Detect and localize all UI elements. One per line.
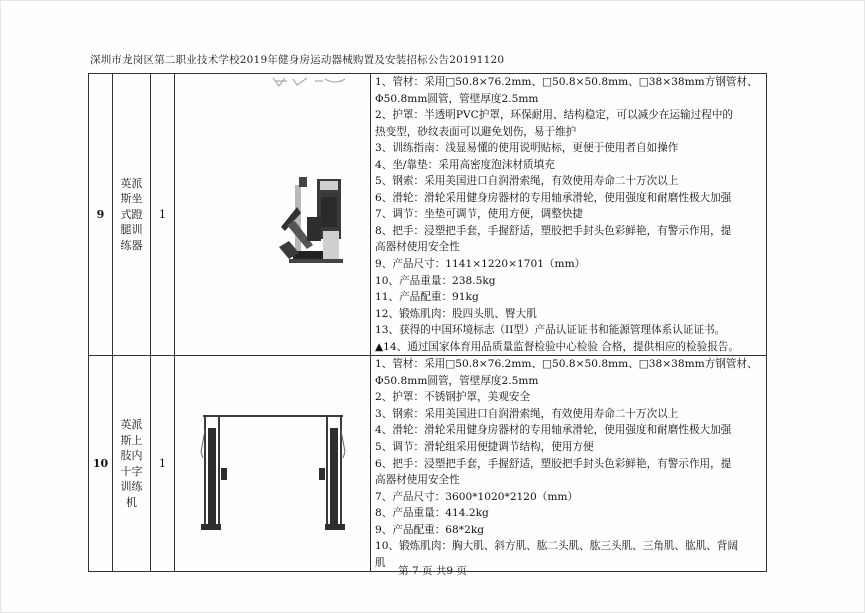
spec-line: 11、产品配重：91kg	[375, 291, 479, 304]
spec-line: 3、钢索：采用美国进口自润滑索绳，有效使用寿命二十万次以上	[375, 407, 679, 420]
equipment-name	[113, 356, 151, 572]
equipment-name	[113, 74, 151, 356]
spec-line: 10、产品重量：238.5kg	[375, 274, 496, 287]
page-number: 第 7 页 共9 页	[398, 565, 467, 577]
spec-line: 高器材使用安全性	[375, 474, 460, 487]
spec-line: 9、产品尺寸：1141×1220×1701（mm）	[375, 258, 586, 271]
equipment-quantity: 1	[151, 74, 175, 356]
spec-line: 8、把手：浸塑把手套，手握舒适，塑胶把手封头色彩鲜艳，有警示作用，提	[375, 224, 732, 237]
document-header: 深圳市龙岗区第二职业技术学校2019年健身房运动器械购置及安装招标公告20191120	[90, 54, 505, 66]
seated-leg-press-machine-icon	[175, 77, 371, 352]
spec-line: 1、管材：采用□50.8×76.2mm、□50.8×50.8mm、□38×38mm方钢管材、	[375, 76, 758, 88]
spec-details	[371, 74, 767, 356]
equipment-image-cell	[175, 74, 371, 356]
table-row	[89, 356, 767, 572]
spec-line: 高器材使用安全性	[375, 241, 460, 254]
spec-line: 7、产品尺寸：3600*1020*2120（mm）	[375, 490, 579, 503]
spec-line: 6、滑轮：滑轮采用健身房器材的专用轴承滑轮，使用强度和耐磨性极大加强	[375, 191, 732, 204]
equipment-quantity: 1	[151, 356, 175, 572]
table-row	[89, 74, 767, 356]
spec-line: ▲14、通过国家体育用品质量监督检验中心检验 合格，提供相应的检验报告。	[375, 340, 739, 353]
spec-line: 8、产品重量：414.2kg	[375, 507, 489, 520]
row-number: 10	[89, 356, 113, 572]
equipment-spec-table	[88, 73, 767, 572]
equipment-name-text: 英派斯坐式蹬腿训练器	[120, 176, 143, 252]
equipment-name-text: 英派斯上肢内十字训练机	[120, 418, 143, 509]
row-number: 9	[89, 74, 113, 356]
spec-line: 3、训练指南：浅显易懂的使用说明贴标，更便于使用者自如操作	[375, 142, 679, 155]
spec-line: 7、调节：坐垫可调节，使用方便，调整快捷	[375, 208, 584, 221]
spec-line: 5、钢索：采用美国进口自润滑索绳，有效使用寿命二十万次以上	[375, 175, 679, 188]
spec-line: 4、坐/靠垫：采用高密度泡沫材质填充	[375, 158, 555, 171]
spec-line: 肌	[375, 556, 386, 569]
spec-line: 4、滑轮：滑轮采用健身房器材的专用轴承滑轮，使用强度和耐磨性极大加强	[375, 424, 732, 437]
spec-line: Φ50.8mm圆管，管壁厚度2.5mm	[375, 92, 539, 105]
equipment-image-cell	[175, 356, 371, 572]
spec-line: 6、把手：浸塑把手套，手握舒适，塑胶把手封头色彩鲜艳，有警示作用，提	[375, 457, 732, 470]
spec-line: 12、锻炼肌肉：股四头肌、臀大肌	[375, 307, 537, 320]
spec-line: 2、护罩：不锈钢护罩，美观安全	[375, 391, 531, 404]
spec-line: 热变型，砂纹表面可以避免划伤，易于维护	[375, 125, 577, 138]
spec-line: 13、获得的中国环境标志（II型）产品认证证书和能源管理体系认证证书。	[375, 324, 726, 337]
spec-line: 9、产品配重：68*2kg	[375, 523, 485, 536]
spec-line: 5、调节：滑轮组采用便捷调节结构，使用方便	[375, 441, 594, 454]
spec-line: 2、护罩：半透明PVC护罩，环保耐用、结构稳定，可以减少在运输过程中的	[375, 109, 734, 122]
spec-line: 1、管材：采用□50.8×76.2mm、□50.8×50.8mm、□38×38mm方钢管材、	[375, 358, 758, 371]
spec-line: 10、锻炼肌肉：胸大肌、斜方肌、肱二头肌、肱三头肌、三角肌、肱肌、背阔	[375, 540, 739, 553]
spec-line: Φ50.8mm圆管，管壁厚度2.5mm	[375, 374, 539, 387]
crossover-cable-machine-icon	[175, 358, 371, 570]
spec-details	[371, 356, 767, 572]
